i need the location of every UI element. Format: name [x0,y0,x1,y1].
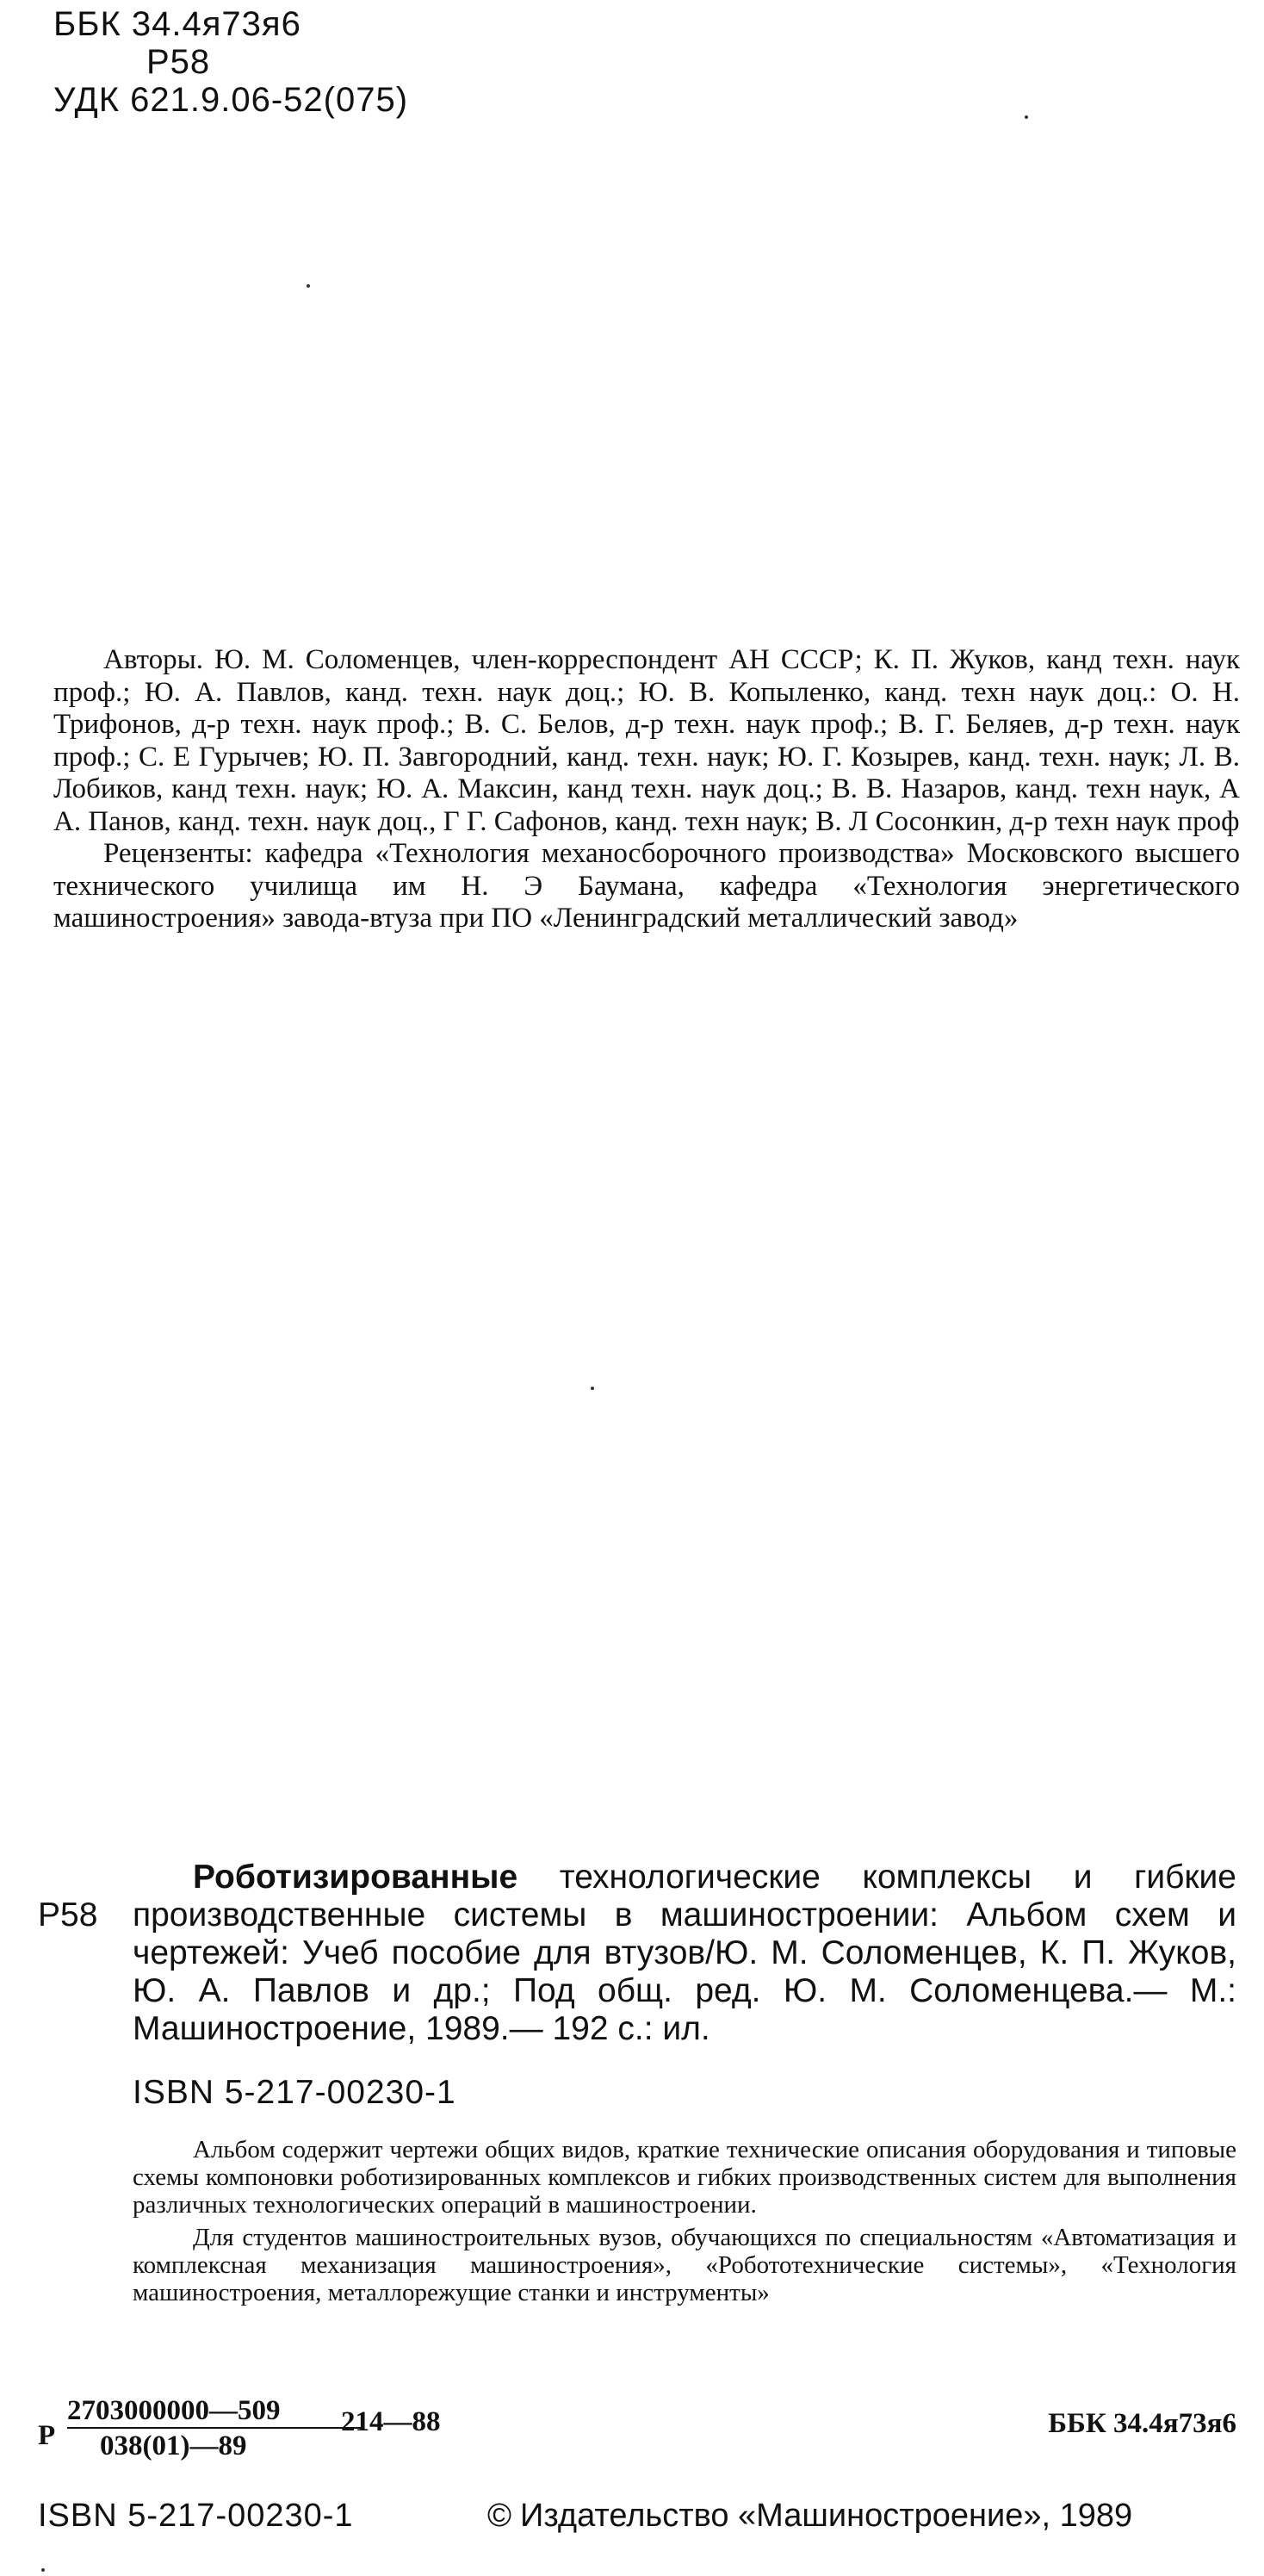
index-numerator: 2703000000—509 [67,2394,364,2429]
index-suffix: 214—88 [341,2406,441,2437]
biblio-isbn: ISBN 5-217-00230-1 [133,2074,456,2111]
biblio-title-rest: технологические комплексы и гибкие производственные системы в машиностроении: Альбом схем и чертежей: Учеб пособие для втузов/Ю. М. Соломенцев, К. П. Жуков, Ю. А. Павлов и др.; Под общ. ред. Ю. М. Соломенцева.— М.: Машиностроение, 1989.— 192 с.: ил. [133,1859,1236,2047]
credits-block [53,644,1240,935]
classification-header [53,5,408,119]
annotation-paragraph-1: Альбом содержит чертежи общих видов, краткие технические описания оборудования и типовые схемы компоновки роботизированных комплексов и гибких производственных систем для выполнения различных технологических операций в машиностроении. [133,2136,1236,2219]
copyright-text: Издательство «Машиностроение», 1989 [520,2498,1133,2534]
bbk-code: ББК 34.4я73я6 [53,5,301,43]
annotation-block [133,2136,1236,2312]
print-speck [307,284,310,288]
call-code: Р58 [146,43,211,81]
authors-paragraph: Авторы. Ю. М. Соломенцев, член-корреспондент АН СССР; К. П. Жуков, канд техн. наук проф.; Ю. А. Павлов, канд. техн. наук доц.; Ю. В. Копыленко, канд. техн наук доц.: О. Н. Трифонов, д-р техн. наук проф.; В. С. Белов, д-р техн. наук проф.; В. Г. Беляев, д-р техн. наук проф.; С. Е Гурычев; Ю. П. Завгородний, канд. техн. наук; Ю. Г. Козырев, канд. техн. наук; Л. В. Лобиков, канд техн. наук; Ю. А. Максин, канд техн. наук доц.; В. В. Назаров, канд. техн наук, А А. Панов, канд. техн. наук доц., Г Г. Сафонов, канд. техн наук; В. Л Сосонкин, д-р техн наук проф [53,644,1240,837]
footer-copyright [487,2498,1132,2535]
index-fraction [67,2394,369,2463]
index-prefix: Р [38,2420,56,2451]
bibliographic-record [133,1859,1236,2048]
print-speck [41,2568,45,2572]
reviewers-paragraph: Рецензенты: кафедра «Технология механосборочного производства» Московского высшего технического училища им Н. Э Баумана, кафедра «Технология энергетического машиностроения» завода-втуза при ПО «Ленинградский металлический завод» [53,838,1240,934]
biblio-entry [133,1859,1236,2048]
biblio-title-bold: Роботизированные [193,1859,518,1896]
udk-code: УДК 621.9.06-52(075) [53,81,409,119]
print-speck [591,1387,594,1390]
print-speck [1025,115,1028,119]
biblio-call-number: Р58 [38,1896,98,1934]
footer-isbn: ISBN 5-217-00230-1 [38,2498,354,2534]
copyright-icon: © [487,2498,511,2534]
annotation-paragraph-2: Для студентов машиностроительных вузов, обучающихся по специальностям «Автоматизация и комплексная механизация машиностроения», «Робототехнические системы», «Технология машиностроения, металлорежущие станки и инструменты» [133,2224,1236,2306]
index-bbk: ББК 34.4я73я6 [1048,2408,1236,2439]
index-denominator: 038(01)—89 [100,2430,247,2461]
